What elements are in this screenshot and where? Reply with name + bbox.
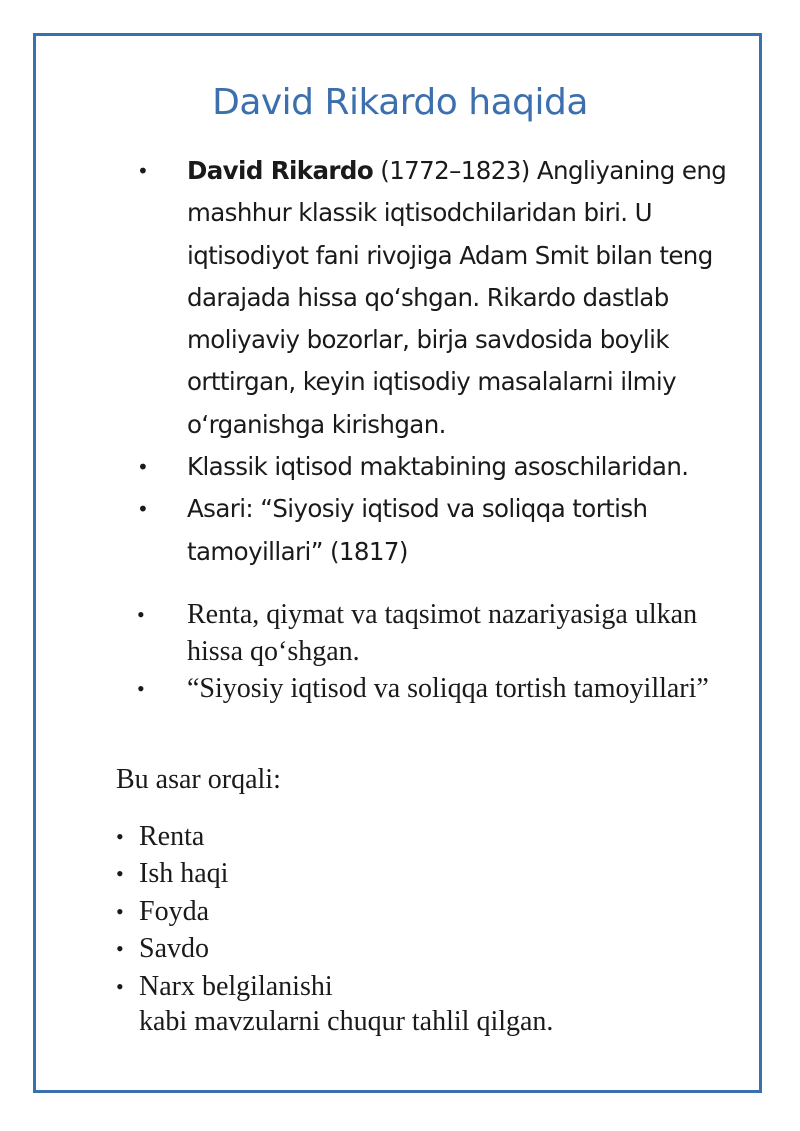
list-item-text: Renta [139,821,205,852]
bullet-icon: • [137,159,149,183]
list-item [133,488,753,573]
list-item [116,855,333,892]
list-item [116,968,333,1005]
list-item-text: Savdo [139,933,209,965]
list-item [133,446,753,488]
intro-points-list [133,150,753,573]
bullet-icon: • [116,861,124,887]
list-item-text: “Siyosiy iqtisod va soliqqa tortish tamoyillari” [187,673,709,704]
list-item-text: Renta, qiymat va taqsimot nazariyasiga ulkan hissa qo‘shgan. [187,599,698,667]
list-item-text: Foyda [139,895,209,927]
bullet-icon: • [137,455,149,480]
topics-intro: Bu asar orqali: [116,764,281,795]
list-item [133,670,733,707]
list-item-text: Klassik iqtisod maktabining asoschilaridan. [187,452,689,482]
bullet-icon: • [116,973,124,999]
list-item-text: Narx belgilanishi [139,970,333,1002]
bullet-icon: • [116,824,124,849]
list-item [116,893,333,930]
bullet-icon: • [137,497,149,522]
bullet-icon: • [137,602,145,627]
page-title: David Rikardo haqida [212,82,588,123]
list-item-text: Asari: “Siyosiy iqtisod va soliqqa tortish tamoyillari” (1817) [187,494,648,566]
bullet-icon: • [116,936,124,962]
contribution-list [133,596,733,707]
list-item [133,596,733,670]
list-item [116,930,333,967]
bullet-icon: • [116,898,124,924]
list-item [116,818,333,855]
list-item-text: (1772–1823) Angliyaning eng mashhur klassik iqtisodchilaridan biri. U iqtisodiyot fani rivojiga Adam Smit bilan teng darajada hissa qo‘shgan. Rikardo dastlab moliyaviy bozorlar, birja savdosida boylik orttirgan, keyin iqtisodiy masalalarni ilmiy o‘rganishga kirishgan. [187,156,727,439]
bullet-icon: • [137,676,145,701]
list-item [133,150,753,446]
list-item-text: Ish haqi [139,858,229,890]
topics-outro: kabi mavzularni chuqur tahlil qilgan. [139,1006,554,1037]
topics-list [116,818,333,1005]
author-name: David Rikardo [187,156,374,185]
